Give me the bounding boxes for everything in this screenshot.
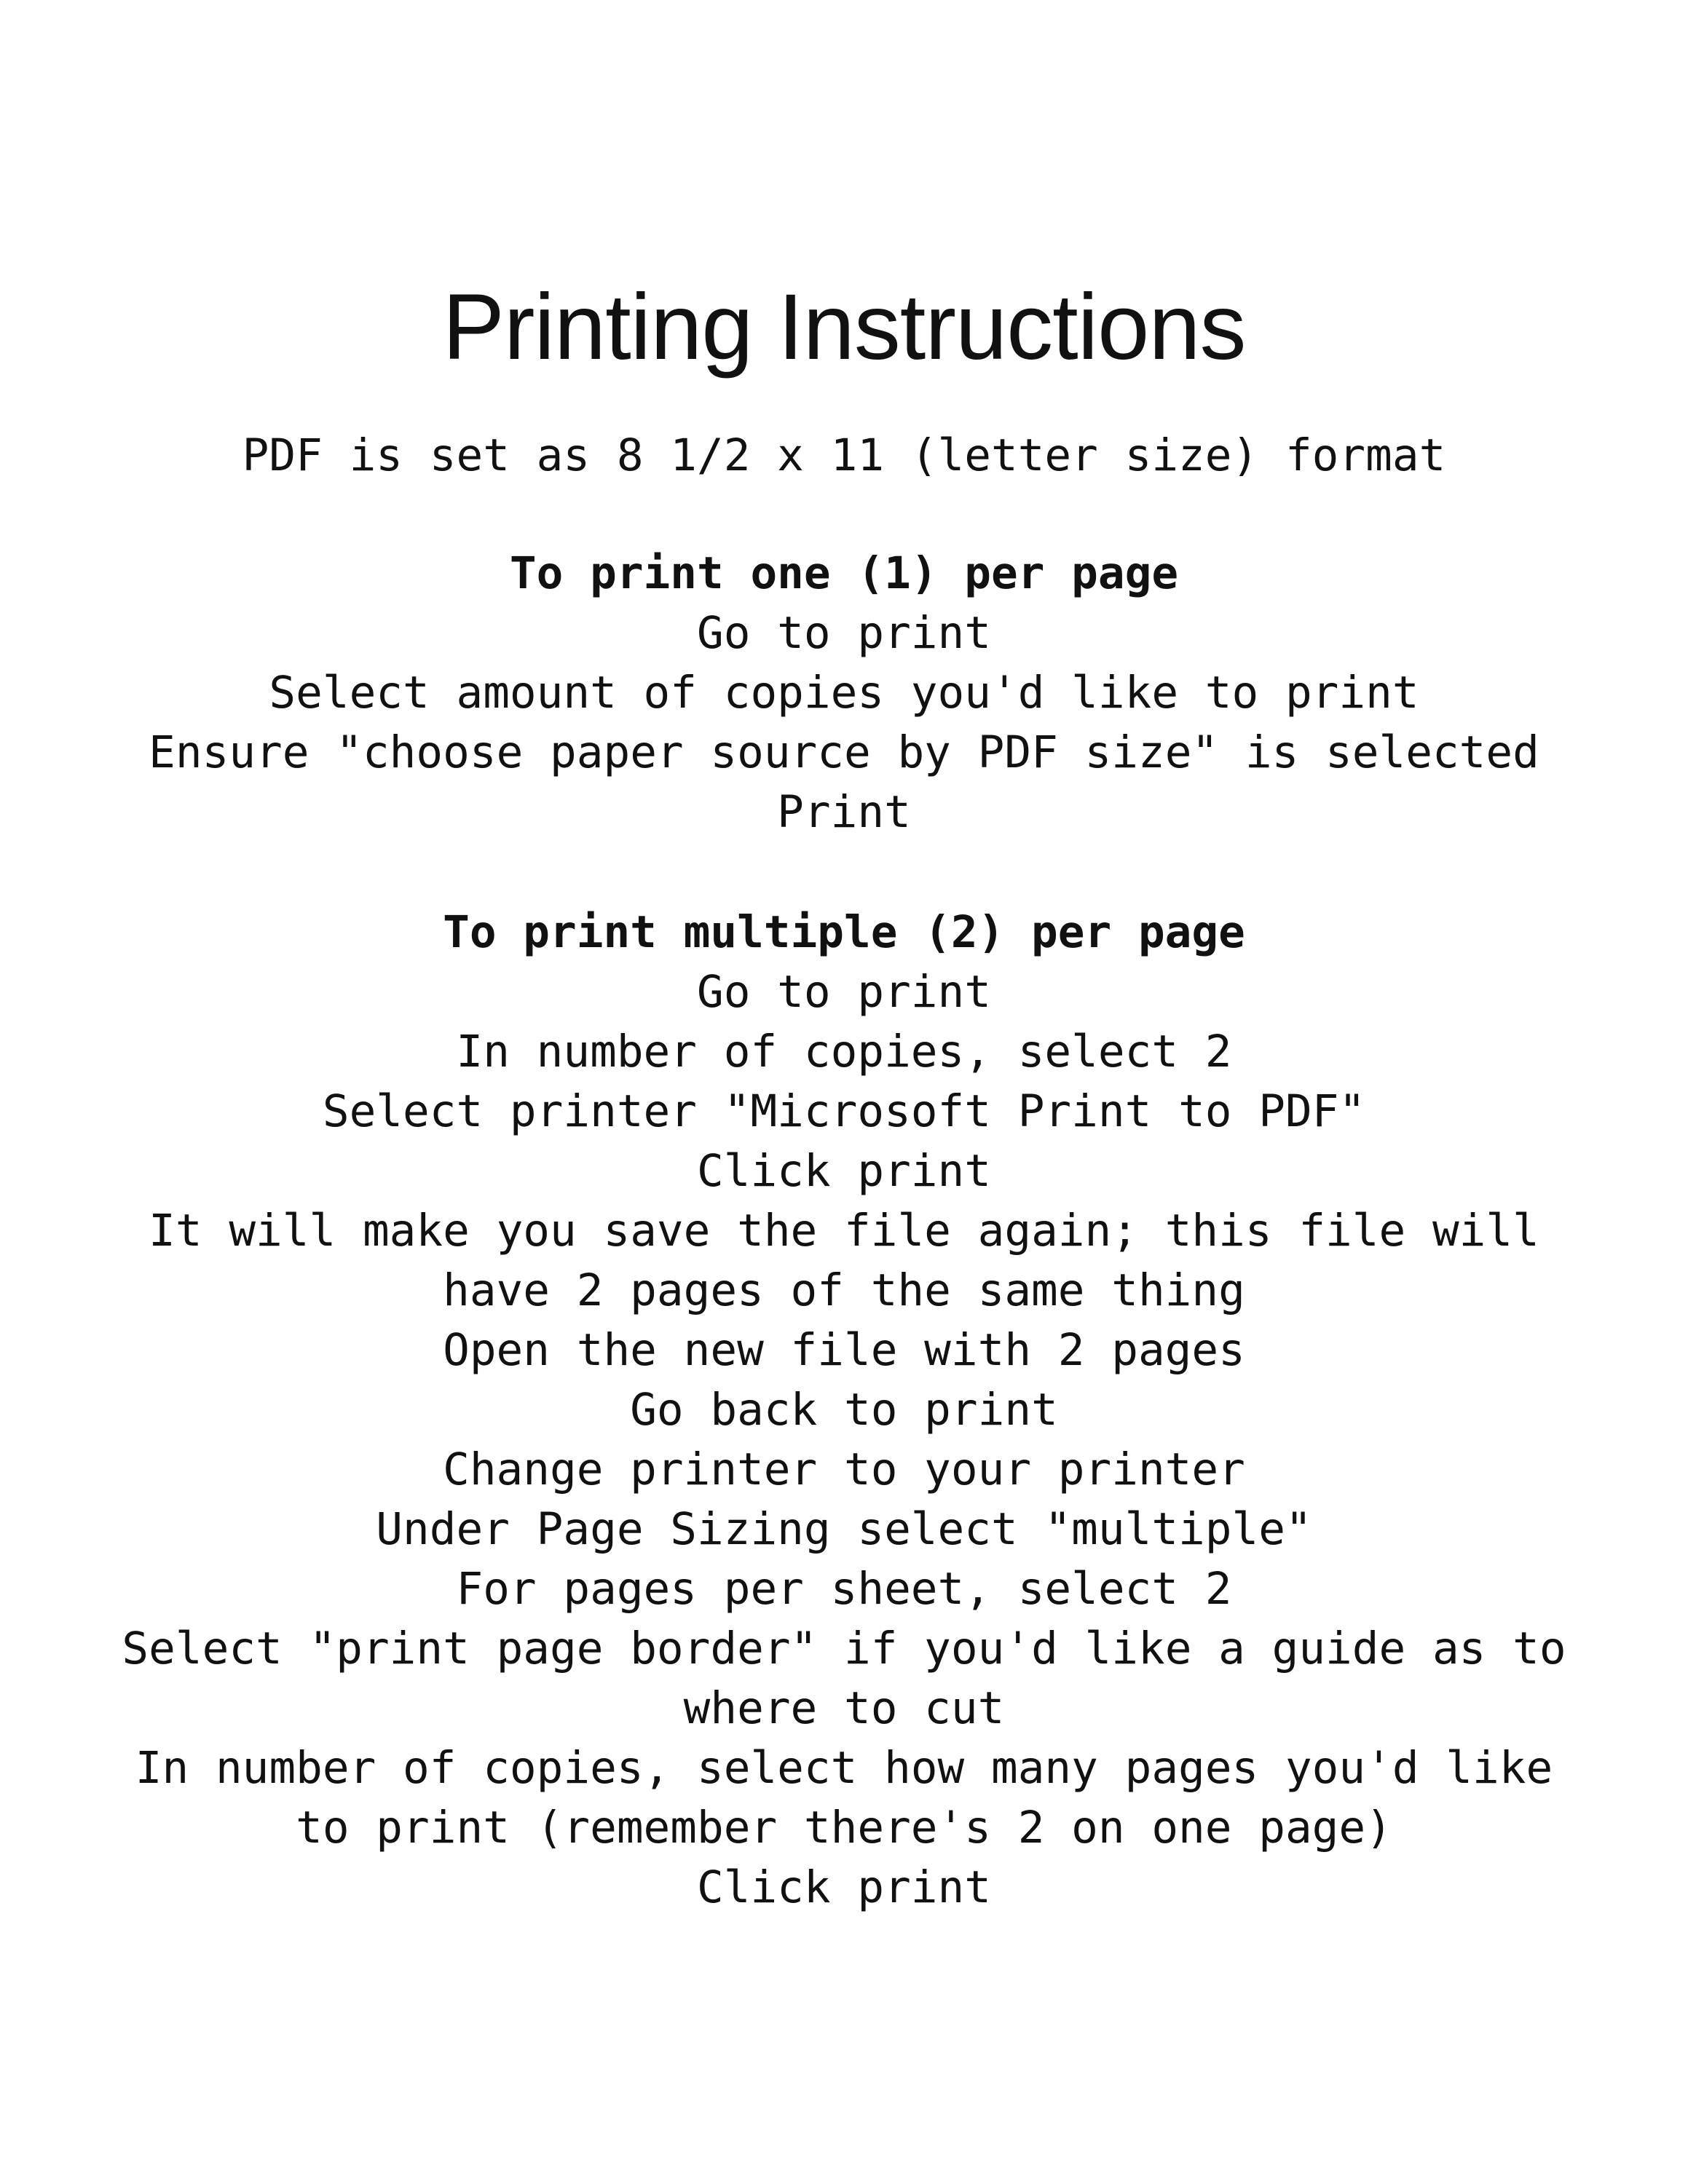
- step-item: Select "print page border" if you'd like a guide as to where to cut: [122, 1623, 1566, 1734]
- step-item: Go back to print: [630, 1384, 1058, 1436]
- step-item: Change printer to your printer: [443, 1444, 1245, 1495]
- step-item: In number of copies, select how many pages you'd like to print (remember there's 2 on one page): [135, 1742, 1553, 1853]
- step-item: In number of copies, select 2: [456, 1026, 1232, 1077]
- step-item: Click print: [697, 1861, 991, 1913]
- section-heading: To print one (1) per page: [509, 547, 1179, 599]
- step-item: Select printer "Microsoft Print to PDF": [322, 1085, 1366, 1137]
- step-item: Click print: [697, 1145, 991, 1197]
- section-heading: To print multiple (2) per page: [443, 906, 1245, 958]
- step-item: It will make you save the file again; this file will have 2 pages of the same thing: [149, 1205, 1539, 1316]
- step-item: Select amount of copies you'd like to print: [269, 667, 1419, 719]
- step-item: Go to print: [697, 966, 991, 1018]
- page-title: Printing Instructions: [442, 275, 1246, 379]
- step-list: [0, 604, 1688, 842]
- step-item: Open the new file with 2 pages: [443, 1324, 1245, 1376]
- step-item: Under Page Sizing select "multiple": [376, 1503, 1312, 1555]
- section-two-per-page: [0, 903, 1688, 1918]
- format-note: PDF is set as 8 1/2 x 11 (letter size) format: [242, 430, 1446, 481]
- section-one-per-page: [0, 544, 1688, 842]
- step-item: Go to print: [697, 607, 991, 659]
- step-item: Print: [777, 786, 911, 838]
- step-item: For pages per sheet, select 2: [456, 1563, 1232, 1615]
- step-item: Ensure "choose paper source by PDF size" is selected: [149, 727, 1539, 778]
- step-list: [0, 962, 1688, 1918]
